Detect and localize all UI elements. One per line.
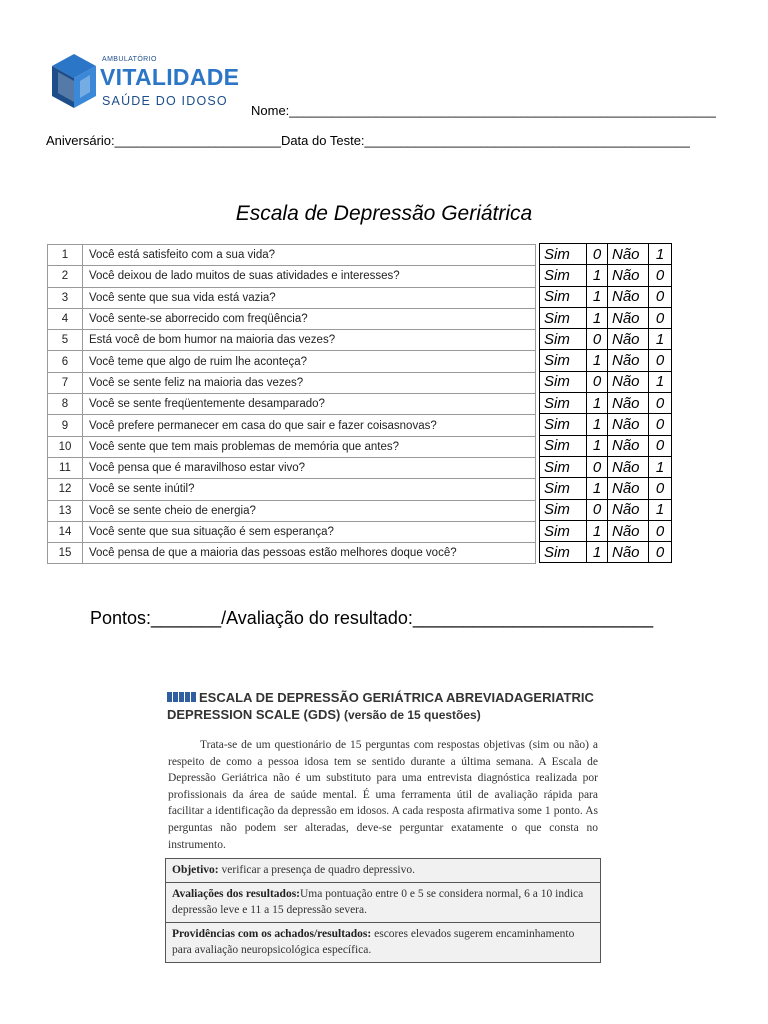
question-number: 1 <box>48 245 83 266</box>
answer-sim-points: 0 <box>587 371 608 392</box>
question-text: Você teme que algo de ruim lhe aconteça? <box>83 351 536 372</box>
answer-sim-points: 1 <box>587 542 608 563</box>
question-row <box>48 394 536 415</box>
answer-nao-points: 0 <box>649 478 672 499</box>
answer-nao[interactable]: Não <box>608 542 649 563</box>
answer-row <box>540 265 672 286</box>
question-number: 8 <box>48 394 83 415</box>
objetivo-box <box>166 859 600 883</box>
answer-sim[interactable]: Sim <box>540 371 587 392</box>
question-row <box>48 287 536 308</box>
answer-nao[interactable]: Não <box>608 435 649 456</box>
question-text: Você pensa que é maravilhoso estar vivo? <box>83 457 536 478</box>
pontos-line: _______ <box>151 608 222 628</box>
avaliacao-label: /Avaliação do resultado: <box>221 608 413 628</box>
question-row <box>48 543 536 564</box>
answer-nao[interactable]: Não <box>608 307 649 328</box>
answer-sim-points: 1 <box>587 286 608 307</box>
answer-sim-points: 1 <box>587 307 608 328</box>
answer-nao[interactable]: Não <box>608 350 649 371</box>
gds-paragraph: Trata-se de um questionário de 15 perguntas com respostas objetivas (sim ou não) a respeito de como a pessoa idosa tem se sentido durante a última semana. A Escala de Depressão Geriátrica não é um substituto para uma entrevista diagnóstica realizada por profissionais da área de saúde mental. É uma ferramenta útil de avaliação rápida para facilitar a identificação da depressão em idosos. A cada resposta afirmativa some 1 ponto. As perguntas não podem ser alteradas, deve-se perguntar exatamente o que consta no instrumento. <box>168 739 598 851</box>
answer-sim-points: 1 <box>587 414 608 435</box>
answer-sim[interactable]: Sim <box>540 244 587 265</box>
data-teste-line: _____________________________________________ <box>364 133 690 148</box>
providencias-text: escores elevados sugerem encaminhamento para avaliação neuropsicológica específica. <box>172 927 575 956</box>
answer-nao-points: 1 <box>649 499 672 520</box>
answer-row <box>540 499 672 520</box>
answer-sim[interactable]: Sim <box>540 542 587 563</box>
question-row <box>48 415 536 436</box>
answer-sim-points: 0 <box>587 244 608 265</box>
nome-label: Nome: <box>251 103 290 118</box>
gds-heading-text: ESCALA DE DEPRESSÃO GERIÁTRICA ABREVIADAGERIATRIC DEPRESSION SCALE (GDS) <box>167 690 594 722</box>
answer-sim-points: 1 <box>587 478 608 499</box>
question-number: 13 <box>48 500 83 521</box>
question-text: Você sente que tem mais problemas de memória que antes? <box>83 436 536 457</box>
avaliacoes-label: Avaliações dos resultados: <box>172 887 300 900</box>
answer-sim-points: 1 <box>587 393 608 414</box>
question-row <box>48 372 536 393</box>
answer-sim[interactable]: Sim <box>540 456 587 477</box>
question-number: 14 <box>48 521 83 542</box>
answer-sim[interactable]: Sim <box>540 265 587 286</box>
question-number: 5 <box>48 330 83 351</box>
answer-sim-points: 1 <box>587 435 608 456</box>
answer-sim-points: 1 <box>587 265 608 286</box>
answer-nao-points: 0 <box>649 520 672 541</box>
question-text: Você se sente cheio de energia? <box>83 500 536 521</box>
question-number: 12 <box>48 479 83 500</box>
logo-main-text: VITALIDADE <box>100 64 240 90</box>
answer-nao-points: 1 <box>649 329 672 350</box>
answer-nao[interactable]: Não <box>608 393 649 414</box>
answer-nao[interactable]: Não <box>608 244 649 265</box>
avaliacao-line: ________________________ <box>412 608 654 628</box>
answer-sim[interactable]: Sim <box>540 478 587 499</box>
answer-nao[interactable]: Não <box>608 286 649 307</box>
answer-nao[interactable]: Não <box>608 265 649 286</box>
question-number: 15 <box>48 543 83 564</box>
objetivo-label: Objetivo: <box>172 864 219 876</box>
answer-row <box>540 393 672 414</box>
aniversario-label: Aniversário: <box>46 133 115 148</box>
heading-bars-icon <box>167 692 197 702</box>
question-number: 7 <box>48 372 83 393</box>
question-row <box>48 521 536 542</box>
answer-nao[interactable]: Não <box>608 371 649 392</box>
answer-sim[interactable]: Sim <box>540 435 587 456</box>
question-number: 2 <box>48 266 83 287</box>
question-row <box>48 308 536 329</box>
answer-nao[interactable]: Não <box>608 520 649 541</box>
answer-nao-points: 0 <box>649 542 672 563</box>
answer-row <box>540 520 672 541</box>
answer-row <box>540 371 672 392</box>
answer-row <box>540 435 672 456</box>
question-row <box>48 245 536 266</box>
question-row <box>48 500 536 521</box>
answer-nao-points: 0 <box>649 286 672 307</box>
question-row <box>48 330 536 351</box>
providencias-label: Providências com os achados/resultados: <box>172 927 372 940</box>
question-text: Você se sente freqüentemente desamparado? <box>83 394 536 415</box>
question-row <box>48 266 536 287</box>
answer-sim[interactable]: Sim <box>540 329 587 350</box>
birthday-and-date-fields[interactable] <box>46 133 690 148</box>
question-text: Você deixou de lado muitos de suas atividades e interesses? <box>83 266 536 287</box>
answer-sim[interactable]: Sim <box>540 286 587 307</box>
answer-nao-points: 1 <box>649 456 672 477</box>
question-number: 4 <box>48 308 83 329</box>
question-text: Você pensa de que a maioria das pessoas estão melhores doque você? <box>83 543 536 564</box>
question-text: Você sente-se aborrecido com freqüência? <box>83 308 536 329</box>
logo-small-text: AMBULATÓRIO <box>102 56 157 63</box>
answer-nao[interactable]: Não <box>608 478 649 499</box>
data-teste-label: Data do Teste: <box>280 133 365 148</box>
answer-sim[interactable]: Sim <box>540 307 587 328</box>
answer-sim-points: 0 <box>587 456 608 477</box>
question-text: Está você de bom humor na maioria das vezes? <box>83 330 536 351</box>
answer-nao[interactable]: Não <box>608 329 649 350</box>
answer-nao-points: 1 <box>649 244 672 265</box>
question-number: 10 <box>48 436 83 457</box>
objetivo-text: verificar a presença de quadro depressivo. <box>218 864 416 876</box>
questions-table <box>47 244 536 564</box>
answer-nao-points: 0 <box>649 350 672 371</box>
answer-nao-points: 0 <box>649 414 672 435</box>
answer-row <box>540 244 672 265</box>
logo-sub-text: SAÚDE DO IDOSO <box>102 94 228 108</box>
answer-row <box>540 456 672 477</box>
answer-sim[interactable]: Sim <box>540 499 587 520</box>
answer-nao-points: 0 <box>649 435 672 456</box>
question-number: 11 <box>48 457 83 478</box>
question-text: Você sente que sua vida está vazia? <box>83 287 536 308</box>
answer-row <box>540 350 672 371</box>
question-number: 9 <box>48 415 83 436</box>
answer-row <box>540 478 672 499</box>
question-text: Você prefere permanecer em casa do que sair e fazer coisasnovas? <box>83 415 536 436</box>
answer-sim-points: 0 <box>587 329 608 350</box>
answer-row <box>540 307 672 328</box>
providencias-box <box>166 923 600 962</box>
answers-table <box>539 243 672 563</box>
answer-sim-points: 1 <box>587 520 608 541</box>
answer-sim[interactable]: Sim <box>540 350 587 371</box>
answer-nao-points: 0 <box>649 393 672 414</box>
question-text: Você se sente feliz na maioria das vezes? <box>83 372 536 393</box>
nome-line: ___________________________________________________________ <box>289 103 716 118</box>
question-text: Você está satisfeito com a sua vida? <box>83 245 536 266</box>
answer-nao-points: 0 <box>649 265 672 286</box>
question-number: 3 <box>48 287 83 308</box>
aniversario-line: _______________________ <box>114 133 281 148</box>
question-row <box>48 351 536 372</box>
question-row <box>48 457 536 478</box>
page-title: Escala de Depressão Geriátrica <box>235 202 533 225</box>
answer-sim[interactable]: Sim <box>540 520 587 541</box>
answer-row <box>540 542 672 563</box>
gds-heading <box>167 689 599 724</box>
question-number: 6 <box>48 351 83 372</box>
answer-nao[interactable]: Não <box>608 456 649 477</box>
answer-nao-points: 1 <box>649 371 672 392</box>
question-row <box>48 436 536 457</box>
avaliacoes-box <box>166 883 600 923</box>
answer-row <box>540 329 672 350</box>
gds-heading-sub: (versão de 15 questões) <box>343 708 481 722</box>
answer-sim[interactable]: Sim <box>540 414 587 435</box>
score-line[interactable] <box>90 608 653 629</box>
answer-nao[interactable]: Não <box>608 414 649 435</box>
answer-sim[interactable]: Sim <box>540 393 587 414</box>
nome-field[interactable] <box>251 103 716 118</box>
answer-sim-points: 1 <box>587 350 608 371</box>
question-text: Você se sente inútil? <box>83 479 536 500</box>
question-text: Você sente que sua situação é sem esperança? <box>83 521 536 542</box>
avaliacoes-text: Uma pontuação entre 0 e 5 se considera normal, 6 a 10 indica depressão leve e 11 a 15 depressão severa. <box>172 887 584 916</box>
answer-row <box>540 286 672 307</box>
answer-nao-points: 0 <box>649 307 672 328</box>
answer-sim-points: 0 <box>587 499 608 520</box>
question-row <box>48 479 536 500</box>
pontos-label: Pontos: <box>90 608 152 628</box>
answer-nao[interactable]: Não <box>608 499 649 520</box>
answer-row <box>540 414 672 435</box>
gds-info-boxes <box>165 858 601 963</box>
